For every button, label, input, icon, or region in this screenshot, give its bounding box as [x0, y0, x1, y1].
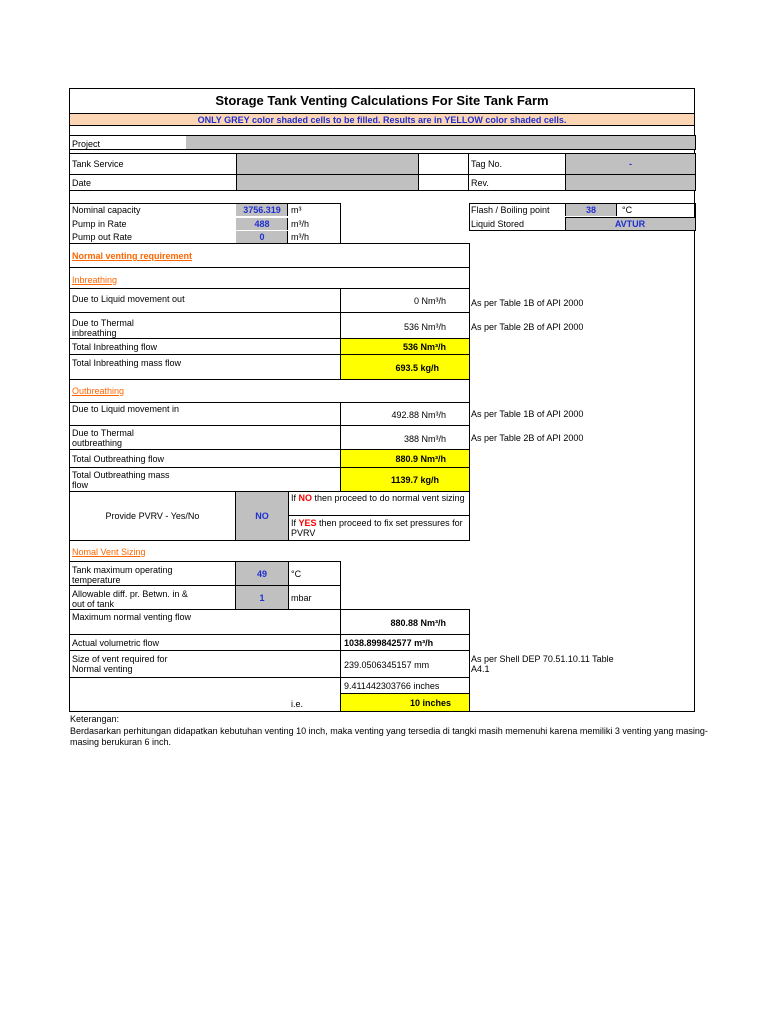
pvrv-label-cell	[69, 491, 236, 541]
in-mass-value: 693.5 kg/h	[395, 363, 439, 373]
vent-size-label: Size of vent required for Normal venting	[72, 654, 168, 674]
out-liquid-ref: As per Table 1B of API 2000	[471, 409, 584, 419]
in-liquid-label: Due to Liquid movement out	[72, 294, 185, 304]
actual-flow-label: Actual volumetric flow	[72, 638, 160, 648]
pvrv-yes-text	[291, 518, 469, 538]
temp-label-cell	[69, 561, 236, 586]
calculation-sheet	[69, 88, 695, 712]
pump-in-value: 488	[254, 219, 270, 229]
pvrv-no-suffix: then proceed to do normal vent sizing	[312, 493, 465, 503]
outbreathing-heading: Outbreathing	[72, 386, 125, 396]
project-label: Project	[72, 139, 101, 149]
out-thermal-label: Due to Thermal outbreathing	[72, 428, 134, 448]
in-mass-label: Total Inbreathing mass flow	[72, 358, 182, 368]
vent-size-ref: As per Shell DEP 70.51.10.11 Table A4.1	[471, 654, 614, 674]
out-thermal-value: 388 Nm³/h	[403, 434, 446, 444]
in-thermal-value-cell	[340, 312, 470, 339]
temp-unit-cell	[288, 561, 341, 586]
ie-value: 10 inches	[409, 698, 451, 708]
pvrv-no-cell	[288, 491, 470, 516]
date-field[interactable]	[236, 174, 419, 191]
tank-service-field[interactable]	[236, 153, 419, 175]
temp-field[interactable]	[235, 561, 289, 586]
pvrv-value: NO	[255, 511, 269, 521]
tag-field[interactable]	[565, 153, 696, 175]
date-label: Date	[72, 178, 92, 188]
out-thermal-ref: As per Table 2B of API 2000	[471, 433, 584, 443]
temp-value: 49	[256, 569, 267, 579]
actual-flow-value-cell	[340, 634, 470, 651]
out-total-value-cell	[340, 449, 470, 468]
diff-value: 1	[259, 593, 265, 603]
header-spacer-cell	[418, 174, 469, 191]
pump-in-unit: m³/h	[291, 219, 309, 229]
nominal-capacity-field[interactable]	[236, 204, 288, 216]
normal-venting-heading: Normal venting requirement	[72, 251, 193, 261]
out-mass-value-cell	[340, 467, 470, 492]
instruction-bar	[70, 113, 694, 126]
temp-unit: °C	[291, 569, 302, 579]
in-liquid-value: 0 Nm³/h	[413, 296, 446, 306]
vent-sizing-heading: Nomal Vent Sizing	[72, 547, 146, 557]
pump-out-field[interactable]	[236, 231, 288, 243]
pump-out-value: 0	[259, 232, 265, 242]
vent-size-mm-cell	[340, 650, 470, 678]
out-mass-label: Total Outbreathing mass flow	[72, 470, 170, 490]
vent-size-inch-cell	[340, 677, 470, 694]
rev-label: Rev.	[471, 178, 489, 188]
rev-field[interactable]	[565, 174, 696, 191]
vent-size-mm: 239.0506345157 mm	[344, 660, 430, 670]
flash-unit: °C	[622, 205, 633, 215]
diff-label: Allowable diff. pr. Betwn. in & out of tank	[72, 589, 188, 609]
in-liquid-value-cell	[340, 288, 470, 313]
max-flow-label: Maximum normal venting flow	[72, 612, 192, 622]
in-total-label: Total Inbreathing flow	[72, 342, 158, 352]
pvrv-no-text	[291, 493, 469, 503]
flash-value: 38	[585, 205, 596, 215]
pvrv-no-prefix: If	[291, 493, 299, 503]
in-thermal-label: Due to Thermal inbreathing	[72, 318, 134, 338]
liquid-value: AVTUR	[614, 219, 646, 229]
project-field[interactable]	[186, 136, 695, 149]
in-liquid-ref: As per Table 1B of API 2000	[471, 298, 584, 308]
temp-label: Tank maximum operating temperature	[72, 565, 173, 585]
pvrv-yes-cell	[288, 515, 470, 541]
pvrv-field[interactable]	[235, 491, 289, 541]
pvrv-yes-suffix: then proceed to fix set pressures for PVRV	[291, 518, 463, 538]
pump-in-label: Pump in Rate	[72, 219, 127, 229]
diff-label-cell	[69, 585, 236, 610]
pump-out-label: Pump out Rate	[72, 232, 133, 242]
flash-label: Flash / Boiling point	[471, 205, 550, 215]
instruction-text: ONLY GREY color shaded cells to be filled. Results are in YELLOW color shaded cells.	[197, 115, 567, 125]
out-total-label: Total Outbreathing flow	[72, 454, 165, 464]
inbreathing-heading: Inbreathing	[72, 275, 118, 285]
tank-service-label: Tank Service	[72, 159, 124, 169]
max-flow-value-cell	[340, 609, 470, 635]
flash-field[interactable]	[565, 204, 617, 216]
pump-in-field[interactable]	[236, 218, 288, 230]
max-flow-label-cell	[69, 609, 341, 635]
actual-flow-label-cell	[69, 634, 341, 651]
max-flow-value: 880.88 Nm³/h	[390, 618, 446, 628]
pump-out-unit: m³/h	[291, 232, 309, 242]
nominal-capacity-unit: m³	[291, 205, 302, 215]
inbreathing-heading-cell	[69, 267, 470, 289]
nominal-capacity-label: Nominal capacity	[72, 205, 141, 215]
in-thermal-value: 536 Nm³/h	[403, 322, 446, 332]
pvrv-no-word: NO	[298, 493, 313, 503]
out-liquid-value-cell	[340, 402, 470, 426]
pvrv-yes-word: YES	[298, 518, 317, 528]
pvrv-label: Provide PVRV - Yes/No	[105, 511, 200, 521]
vent-size-inch: 9.411442303766 inches	[344, 681, 440, 691]
out-liquid-label: Due to Liquid movement in	[72, 404, 180, 414]
notes-label: Keterangan:	[70, 714, 120, 724]
out-mass-value: 1139.7 kg/h	[390, 475, 439, 485]
sheet-title: Storage Tank Venting Calculations For Site Tank Farm	[215, 93, 549, 108]
out-liquid-value: 492.88 Nm³/h	[391, 410, 446, 420]
in-thermal-ref: As per Table 2B of API 2000	[471, 322, 584, 332]
nominal-capacity-value: 3756.319	[243, 205, 281, 215]
header-spacer-cell	[418, 153, 469, 175]
ie-label: i.e.	[291, 699, 304, 709]
in-total-value-cell	[340, 338, 470, 355]
diff-unit: mbar	[291, 593, 312, 603]
pvrv-yes-prefix: If	[291, 518, 299, 528]
tag-value: -	[629, 159, 632, 169]
tag-label: Tag No.	[471, 159, 503, 169]
diff-field[interactable]	[235, 585, 289, 610]
liquid-field[interactable]	[565, 217, 695, 230]
actual-flow-value: 1038.899842577 m³/h	[344, 638, 434, 648]
notes-text: Berdasarkan perhitungan didapatkan kebutuhan venting 10 inch, maka venting yang tersedia di tangki masih memenuhi karena memiliki 3 venting yang masing-masing berukuran 6 inch.	[70, 726, 708, 747]
diff-unit-cell	[288, 585, 341, 610]
ie-value-cell	[340, 693, 470, 712]
in-total-value: 536 Nm³/h	[402, 342, 446, 352]
out-thermal-value-cell	[340, 425, 470, 450]
vent-size-label-cell	[69, 650, 341, 678]
out-total-value: 880.9 Nm³/h	[395, 454, 446, 464]
outbreathing-heading-cell	[69, 379, 470, 403]
liquid-label: Liquid Stored	[471, 219, 525, 229]
in-mass-value-cell	[340, 354, 470, 380]
